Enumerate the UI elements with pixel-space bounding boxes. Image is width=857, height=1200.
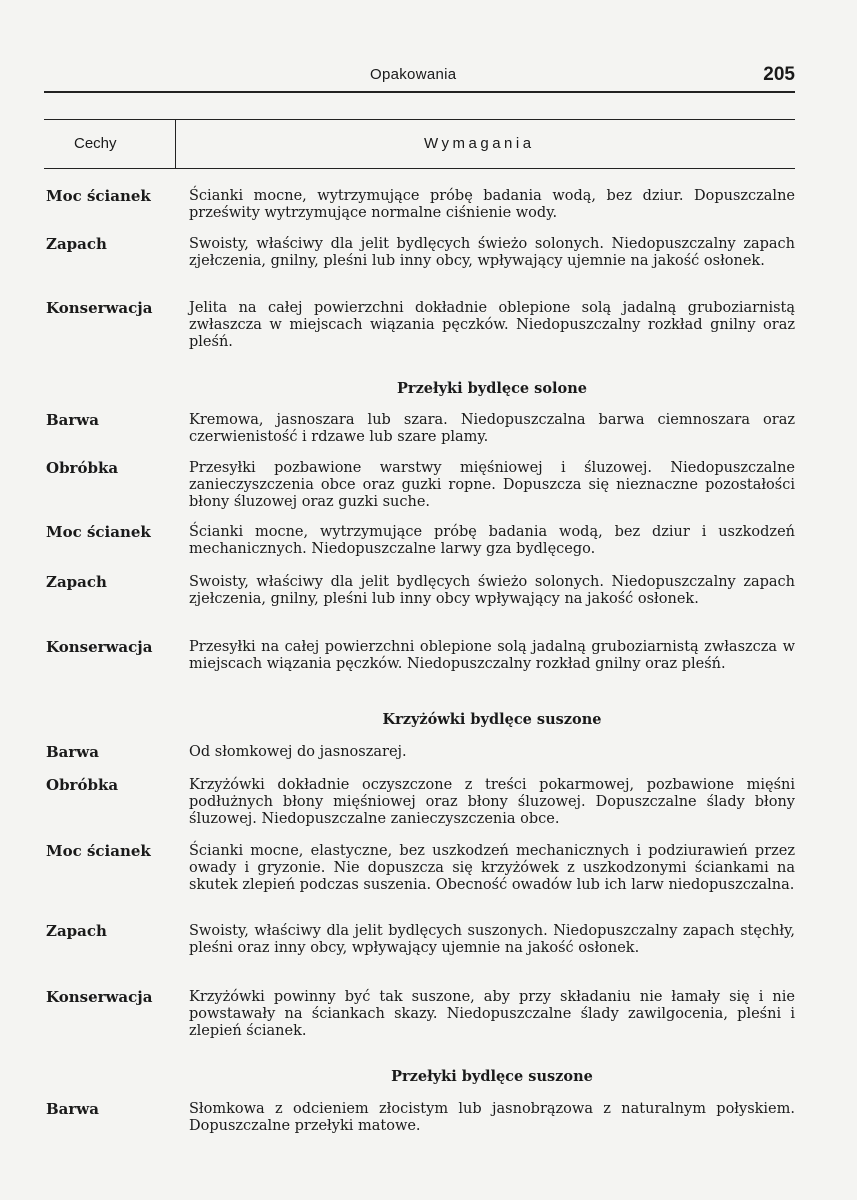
feature-label: Barwa: [46, 1100, 99, 1118]
feature-label: Barwa: [46, 411, 99, 429]
requirement-text: Ścianki mocne, wytrzymujące próbę badania wodą, bez dziur i uszkodzeń mechanicznych. Niedopuszczalne larwy gza bydlęcego.: [189, 524, 795, 557]
requirement-text: Słomkowa z odcieniem złocistym lub jasnobrązowa z naturalnym połyskiem. Dopuszczalne przełyki matowe.: [189, 1101, 795, 1134]
feature-label: Barwa: [46, 743, 99, 761]
feature-label: Obróbka: [46, 459, 119, 477]
requirement-text: Przesyłki na całej powierzchni oblepione solą jadalną gruboziarnistą zwłaszcza w miejscach wiązania pęczków. Niedopuszczalny rozkład gnilny oraz pleśń.: [189, 639, 795, 672]
column-header-requirements: Wymagania: [424, 135, 535, 152]
requirement-text: Ścianki mocne, wytrzymujące próbę badania wodą, bez dziur. Dopuszczalne prześwity wytrzymujące normalne ciśnienie wody.: [189, 188, 795, 221]
section-title: Krzyżówki bydlęce suszone: [382, 711, 602, 728]
running-head: [0, 64, 857, 88]
running-title: Opakowania: [370, 66, 457, 83]
feature-label: Konserwacja: [46, 299, 153, 317]
feature-label: Zapach: [46, 573, 107, 591]
requirement-text: Od słomkowej do jasnoszarej.: [189, 744, 407, 760]
requirement-text: Krzyżówki dokładnie oczyszczone z treści pokarmowej, pozbawione mięśni podłużnych błony mięśniowej oraz błony śluzowej. Dopuszczalne ślady błony śluzowej. Niedopuszczalne zanieczyszczenia obce.: [189, 777, 795, 827]
requirement-text: Swoisty, właściwy dla jelit bydlęcych świeżo solonych. Niedopuszczalny zapach zjełczenia, gnilny, pleśni lub inny obcy wpływający na jakość osłonek.: [189, 574, 795, 607]
feature-label: Zapach: [46, 922, 107, 940]
feature-label: Zapach: [46, 235, 107, 253]
feature-label: Moc ścianek: [46, 187, 151, 205]
column-header-features: Cechy: [74, 135, 117, 152]
table-header-bottom-rule: [44, 168, 795, 169]
page-number: 205: [763, 64, 795, 85]
table-header: [44, 120, 795, 168]
feature-label: Obróbka: [46, 776, 119, 794]
requirement-text: Jelita na całej powierzchni dokładnie oblepione solą jadalną gruboziarnistą zwłaszcza w miejscach wiązania pęczków. Niedopuszczalny rozkład gnilny oraz pleśń.: [189, 300, 795, 350]
section-title: Przełyki bydlęce solone: [397, 380, 587, 397]
requirement-text: Ścianki mocne, elastyczne, bez uszkodzeń mechanicznych i podziurawień przez owady i gryzonie. Nie dopuszcza się krzyżówek z uszkodzonymi ściankami na skutek zlepień podczas suszenia. Obecność owadów lub ich larw niedopuszczalna.: [189, 843, 795, 893]
header-rule: [44, 91, 795, 93]
feature-label: Moc ścianek: [46, 523, 151, 541]
requirement-text: Kremowa, jasnoszara lub szara. Niedopuszczalna barwa ciemnoszara oraz czerwienistość i rdzawe lub szare plamy.: [189, 412, 795, 445]
feature-label: Moc ścianek: [46, 842, 151, 860]
requirement-text: Swoisty, właściwy dla jelit bydlęcych suszonych. Niedopuszczalny zapach stęchły, pleśni oraz inny obcy, wpływający ujemnie na jakość osłonek.: [189, 923, 795, 956]
requirement-text: Swoisty, właściwy dla jelit bydlęcych świeżo solonych. Niedopuszczalny zapach zjełczenia, gnilny, pleśni lub inny obcy, wpływający ujemnie na jakość osłonek.: [189, 236, 795, 269]
requirement-text: Przesyłki pozbawione warstwy mięśniowej i śluzowej. Niedopuszczalne zanieczyszczenia obce oraz guzki ropne. Dopuszcza się nieznaczne pozostałości błony śluzowej oraz guzki suche.: [189, 460, 795, 510]
section-title: Przełyki bydlęce suszone: [391, 1068, 593, 1085]
feature-label: Konserwacja: [46, 638, 153, 656]
feature-label: Konserwacja: [46, 988, 153, 1006]
column-divider: [175, 120, 176, 168]
requirement-text: Krzyżówki powinny być tak suszone, aby przy składaniu nie łamały się i nie powstawały na ściankach skazy. Niedopuszczalne ślady zawilgocenia, pleśni i zlepień ścianek.: [189, 989, 795, 1039]
